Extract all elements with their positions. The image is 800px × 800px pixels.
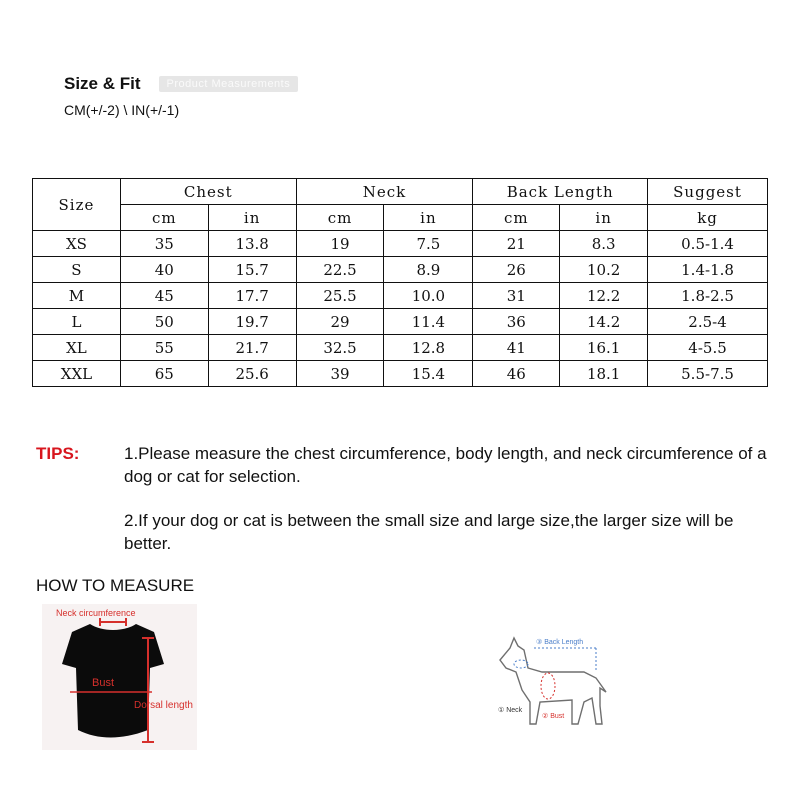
neck-label: ① Neck (498, 707, 523, 714)
measurement-cell: 65 (120, 361, 208, 387)
size-row (33, 309, 768, 335)
measurement-cell: 8.9 (384, 257, 473, 283)
measurement-cell: 8.3 (560, 231, 648, 257)
measurement-cell: 1.4-1.8 (648, 257, 768, 283)
measurement-cell: 29 (296, 309, 384, 335)
measurement-cell: 31 (473, 283, 560, 309)
measurement-cell: 21 (473, 231, 560, 257)
tip-2: 2.If your dog or cat is between the small size and large size,the larger size will be better. (124, 511, 734, 553)
size-cell: XXL (33, 361, 121, 387)
measurement-cell: 14.2 (560, 309, 648, 335)
measurement-cell: 11.4 (384, 309, 473, 335)
measurement-cell: 0.5-1.4 (648, 231, 768, 257)
unit-header: cm (473, 205, 560, 231)
measurement-cell: 2.5-4 (648, 309, 768, 335)
measurement-cell: 19 (296, 231, 384, 257)
measurement-cell: 10.0 (384, 283, 473, 309)
size-cell: XS (33, 231, 121, 257)
measurement-cell: 7.5 (384, 231, 473, 257)
measurement-cell: 41 (473, 335, 560, 361)
measurement-cell: 12.8 (384, 335, 473, 361)
measurement-cell: 36 (473, 309, 560, 335)
size-row (33, 335, 768, 361)
tips-label: TIPS: (36, 444, 80, 463)
measurement-cell: 21.7 (208, 335, 296, 361)
measurement-cell: 15.4 (384, 361, 473, 387)
suggest-header: Suggest (648, 179, 768, 205)
measurement-cell: 19.7 (208, 309, 296, 335)
measurement-cell: 17.7 (208, 283, 296, 309)
section-heading (64, 74, 298, 94)
measurement-cell: 18.1 (560, 361, 648, 387)
measurement-cell: 13.8 (208, 231, 296, 257)
units-note: CM(+/-2) \ IN(+/-1) (64, 102, 180, 118)
neck-header: Neck (296, 179, 473, 205)
unit-header: in (384, 205, 473, 231)
dog-bust-label: ② Bust (542, 713, 565, 720)
measurement-cell: 15.7 (208, 257, 296, 283)
measurement-cell: 46 (473, 361, 560, 387)
how-to-measure-title: HOW TO MEASURE (36, 576, 195, 595)
bust-label: Bust (92, 677, 115, 689)
chest-header: Chest (120, 179, 296, 205)
size-row (33, 283, 768, 309)
neck-circumference-label: Neck circumference (56, 608, 136, 618)
measurement-cell: 25.5 (296, 283, 384, 309)
measurement-cell: 4-5.5 (648, 335, 768, 361)
measurement-cell: 32.5 (296, 335, 384, 361)
tip-1: 1.Please measure the chest circumference, body length, and neck circumference of a dog or cat for selection. (124, 444, 767, 486)
measurement-cell: 35 (120, 231, 208, 257)
size-row (33, 231, 768, 257)
measurement-cell: 39 (296, 361, 384, 387)
measurement-cell: 16.1 (560, 335, 648, 361)
measurement-cell: 25.6 (208, 361, 296, 387)
size-table-body (33, 231, 768, 387)
measurement-cell: 45 (120, 283, 208, 309)
measurement-cell: 5.5-7.5 (648, 361, 768, 387)
unit-header: in (560, 205, 648, 231)
measurement-cell: 10.2 (560, 257, 648, 283)
size-row (33, 361, 768, 387)
size-header: Size (33, 179, 121, 231)
measurement-cell: 12.2 (560, 283, 648, 309)
measurement-cell: 26 (473, 257, 560, 283)
measurement-cell: 40 (120, 257, 208, 283)
back-length-header: Back Length (473, 179, 648, 205)
back-length-label: ③ Back Length (536, 639, 584, 646)
measurement-cell: 22.5 (296, 257, 384, 283)
size-cell: XL (33, 335, 121, 361)
measurement-cell: 50 (120, 309, 208, 335)
dorsal-length-label: Dorsal length (134, 700, 193, 711)
unit-header: cm (296, 205, 384, 231)
size-chart-table (32, 178, 768, 387)
size-row (33, 257, 768, 283)
measurement-cell: 1.8-2.5 (648, 283, 768, 309)
tshirt-measure-diagram (42, 604, 197, 750)
size-cell: L (33, 309, 121, 335)
dog-measure-diagram (488, 628, 618, 738)
size-fit-title: Size & Fit (64, 74, 141, 93)
product-measurements-badge: Product Measurements (159, 76, 299, 92)
measurement-cell: 55 (120, 335, 208, 361)
unit-header: in (208, 205, 296, 231)
size-cell: S (33, 257, 121, 283)
unit-header: cm (120, 205, 208, 231)
unit-header: kg (648, 205, 768, 231)
size-cell: M (33, 283, 121, 309)
